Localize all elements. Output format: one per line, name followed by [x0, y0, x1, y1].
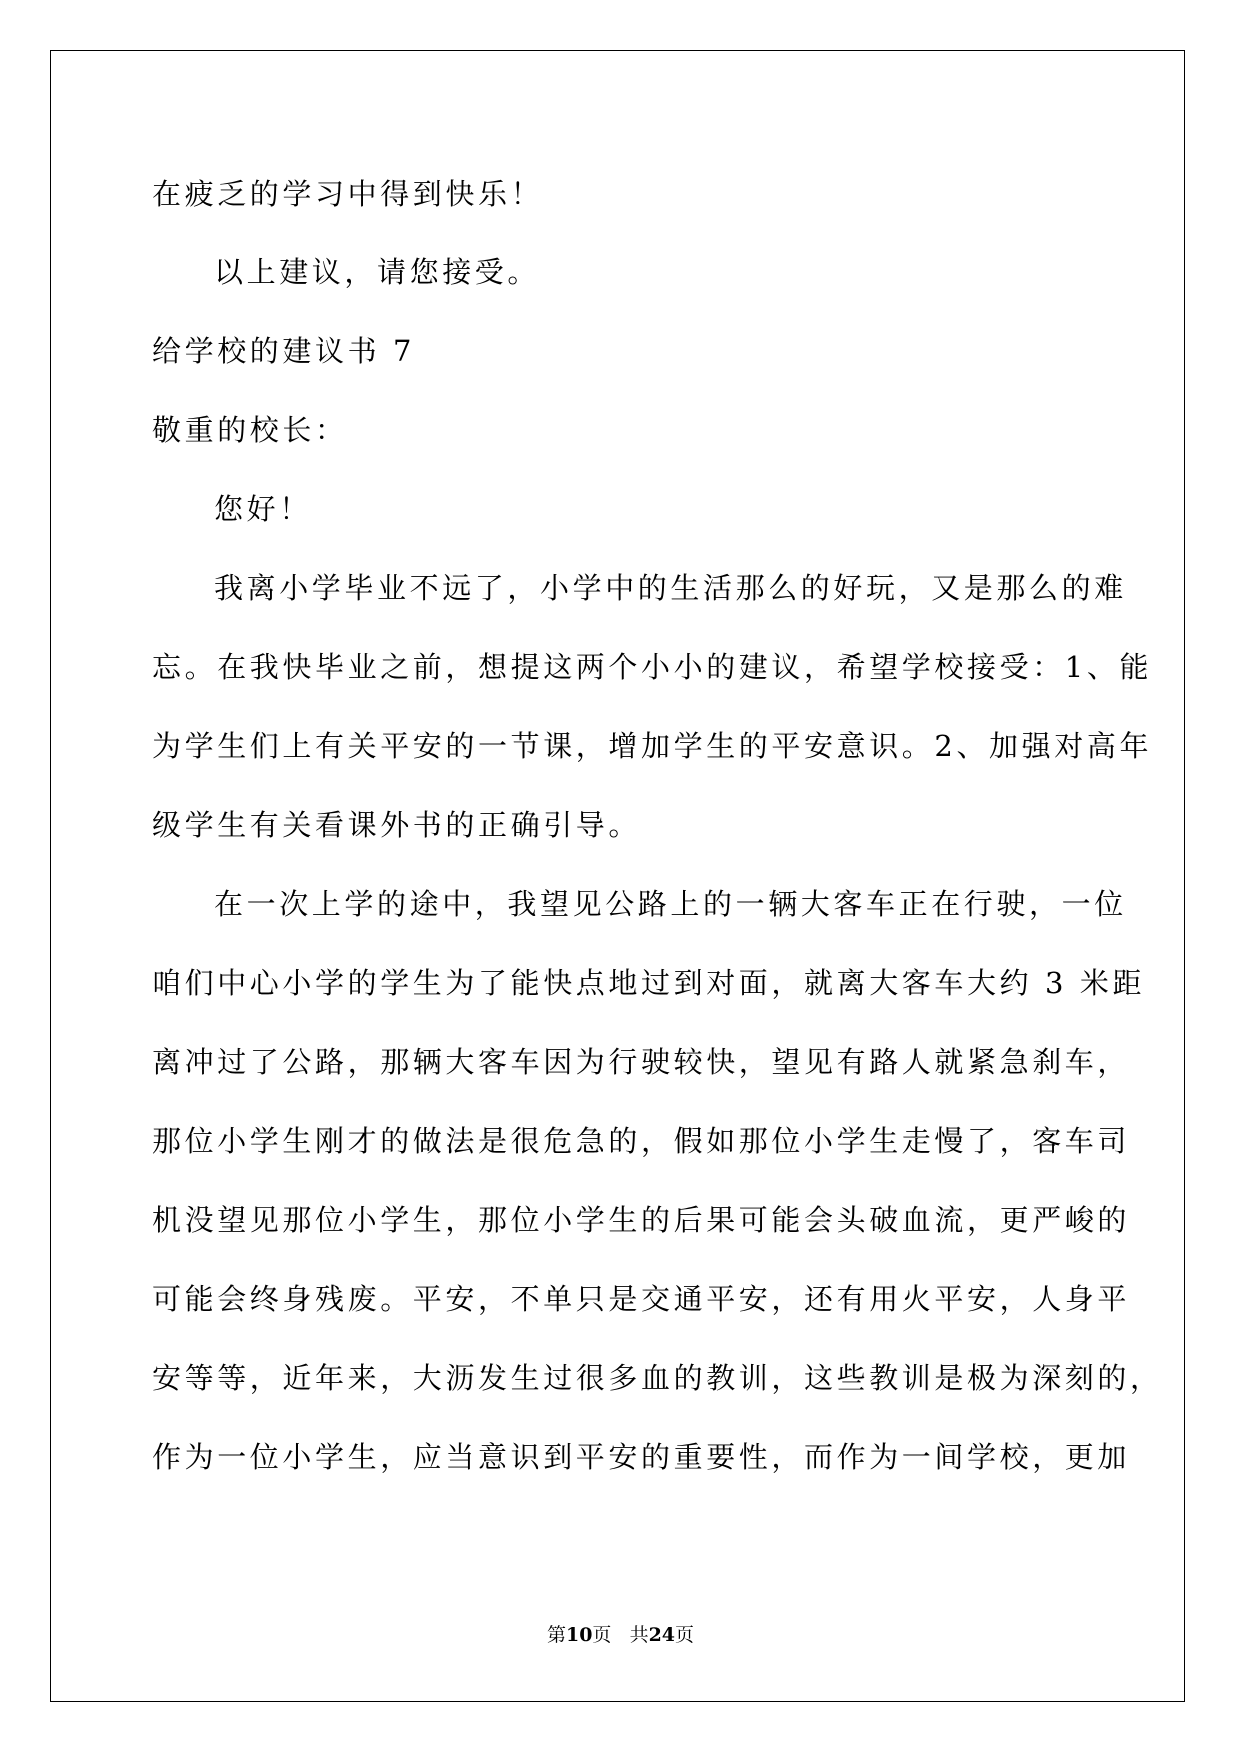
text-line: 那位小学生刚才的做法是很危急的，假如那位小学生走慢了，客车司: [152, 1124, 1131, 1158]
text-line: 离冲过了公路，那辆大客车因为行驶较快，望见有路人就紧急刹车，: [152, 1045, 1131, 1079]
text-line: 在一次上学的途中，我望见公路上的一辆大客车正在行驶，一位: [214, 887, 1127, 921]
text-line: 级学生有关看课外书的正确引导。: [152, 808, 642, 842]
text-line: 机没望见那位小学生，那位小学生的后果可能会头破血流，更严峻的: [152, 1203, 1131, 1237]
salutation: 敬重的校长：: [152, 413, 348, 447]
page-footer: [0, 1620, 1241, 1647]
text-line: 在疲乏的学习中得到快乐！: [152, 177, 544, 211]
text-line: 为学生们上有关平安的一节课，增加学生的平安意识。2、加强对高年: [152, 729, 1153, 763]
footer-page-number: 10: [565, 1624, 593, 1646]
footer-page-unit: 页: [592, 1624, 612, 1646]
footer-total-unit: 页: [675, 1624, 695, 1646]
text-line: 可能会终身残废。平安，不单只是交通平安，还有用火平安，人身平: [152, 1282, 1131, 1316]
greeting: 您好！: [214, 492, 312, 526]
footer-prefix: 第: [546, 1624, 566, 1646]
text-line: 安等等，近年来，大沥发生过很多血的教训，这些教训是极为深刻的，: [152, 1361, 1163, 1395]
text-line: 忘。在我快毕业之前，想提这两个小小的建议，希望学校接受：1、能: [152, 650, 1153, 684]
footer-total-prefix: 共: [629, 1624, 649, 1646]
text-line: 作为一位小学生，应当意识到平安的重要性，而作为一间学校，更加: [152, 1440, 1131, 1474]
text-line: 咱们中心小学的学生为了能快点地过到对面，就离大客车大约 3 米距: [152, 966, 1146, 1000]
footer-total-pages: 24: [648, 1624, 676, 1646]
text-line: 我离小学毕业不远了，小学中的生活那么的好玩，又是那么的难: [214, 571, 1127, 605]
section-title: 给学校的建议书 7: [152, 334, 416, 368]
text-line: 以上建议，请您接受。: [214, 255, 541, 289]
